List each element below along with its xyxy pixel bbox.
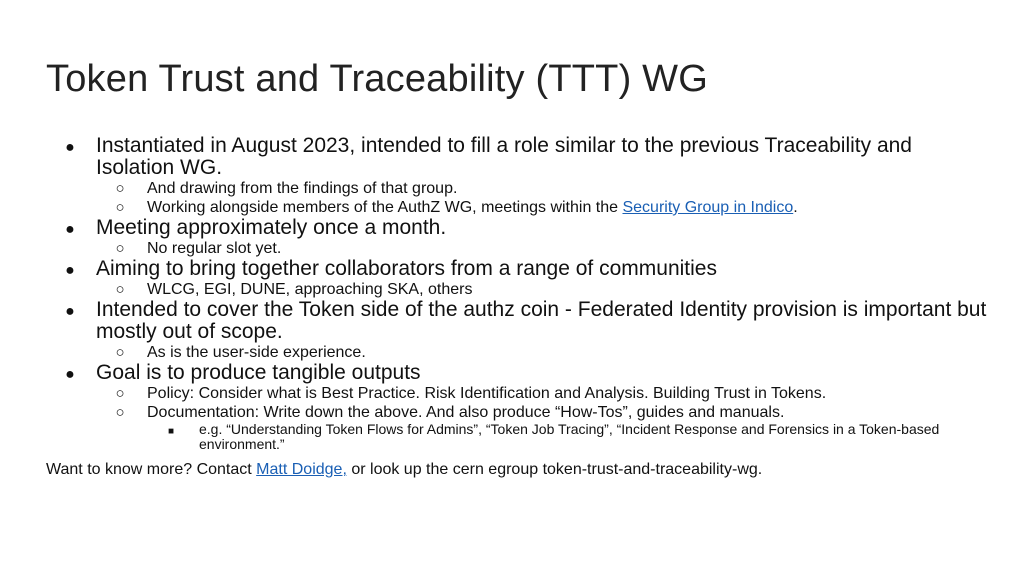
sub-sub-bullet-item	[96, 422, 990, 452]
footer-contact	[46, 460, 762, 480]
sub-bullet-text: Policy: Consider what is Best Practice. Risk Identification and Analysis. Building Trust in Tokens.	[147, 385, 827, 402]
bullet-dot-icon	[60, 258, 80, 282]
sub-sub-bullet-text: e.g. “Understanding Token Flows for Admins”, “Token Job Tracing”, “Incident Response and Forensics in a Token-based environment.”	[199, 421, 940, 452]
contact-link[interactable]: Matt Doidge,	[256, 461, 347, 478]
sub-bullet-text: WLCG, EGI, DUNE, approaching SKA, others	[147, 281, 473, 298]
bullet-text: Instantiated in August 2023, intended to fill a role similar to the previous Traceability and Isolation WG.	[96, 134, 912, 179]
sub-bullet-circle-icon	[111, 280, 129, 299]
bullet-item	[60, 362, 990, 452]
sub-bullet-circle-icon	[111, 403, 129, 422]
sub-sub-bullet-list	[96, 422, 990, 452]
bullet-item	[60, 258, 990, 299]
sub-bullet-item	[96, 179, 990, 198]
sub-bullet-list	[96, 239, 990, 258]
bullet-dot-icon	[60, 362, 80, 386]
sub-bullet-circle-icon	[111, 198, 129, 217]
bullet-item	[60, 135, 990, 217]
footer-text-end: or look up the cern egroup token-trust-and-traceability-wg.	[346, 461, 763, 478]
footer-text-start: Want to know more? Contact	[46, 461, 257, 478]
bullet-item	[60, 217, 990, 258]
sub-bullet-item	[96, 198, 990, 217]
sub-bullet-text: And drawing from the findings of that group.	[147, 180, 458, 197]
sub-bullet-text: As is the user-side experience.	[147, 344, 366, 361]
sub-bullet-item	[96, 343, 990, 362]
sub-bullet-item	[96, 384, 990, 403]
sub-bullet-text-end: .	[793, 199, 798, 216]
sub-bullet-list	[96, 179, 990, 217]
security-group-indico-link[interactable]: Security Group in Indico	[622, 199, 794, 216]
bullet-text: Intended to cover the Token side of the authz coin - Federated Identity provision is important but mostly out of scope.	[96, 298, 987, 343]
bullet-dot-icon	[60, 299, 80, 323]
sub-bullet-list	[96, 384, 990, 452]
sub-bullet-item	[96, 239, 990, 258]
sub-bullet-list	[96, 280, 990, 299]
sub-bullet-text: Working alongside members of the AuthZ WG, meetings within the	[147, 199, 623, 216]
bullet-dot-icon	[60, 135, 80, 159]
bullet-item	[60, 299, 990, 362]
bullet-list	[60, 135, 990, 452]
sub-bullet-circle-icon	[111, 384, 129, 403]
sub-bullet-text: No regular slot yet.	[147, 240, 282, 257]
bullet-dot-icon	[60, 217, 80, 241]
sub-bullet-item	[96, 280, 990, 299]
sub-bullet-circle-icon	[111, 239, 129, 258]
slide-title: Token Trust and Traceability (TTT) WG	[46, 58, 709, 100]
bullet-text: Aiming to bring together collaborators from a range of communities	[96, 257, 717, 280]
bullet-text: Goal is to produce tangible outputs	[96, 361, 421, 384]
sub-bullet-item	[96, 403, 990, 452]
sub-bullet-list	[96, 343, 990, 362]
square-bullet-icon	[162, 422, 180, 439]
sub-bullet-circle-icon	[111, 343, 129, 362]
sub-bullet-text: Documentation: Write down the above. And also produce “How-Tos”, guides and manuals.	[147, 404, 785, 421]
bullet-text: Meeting approximately once a month.	[96, 216, 447, 239]
sub-bullet-circle-icon	[111, 179, 129, 198]
